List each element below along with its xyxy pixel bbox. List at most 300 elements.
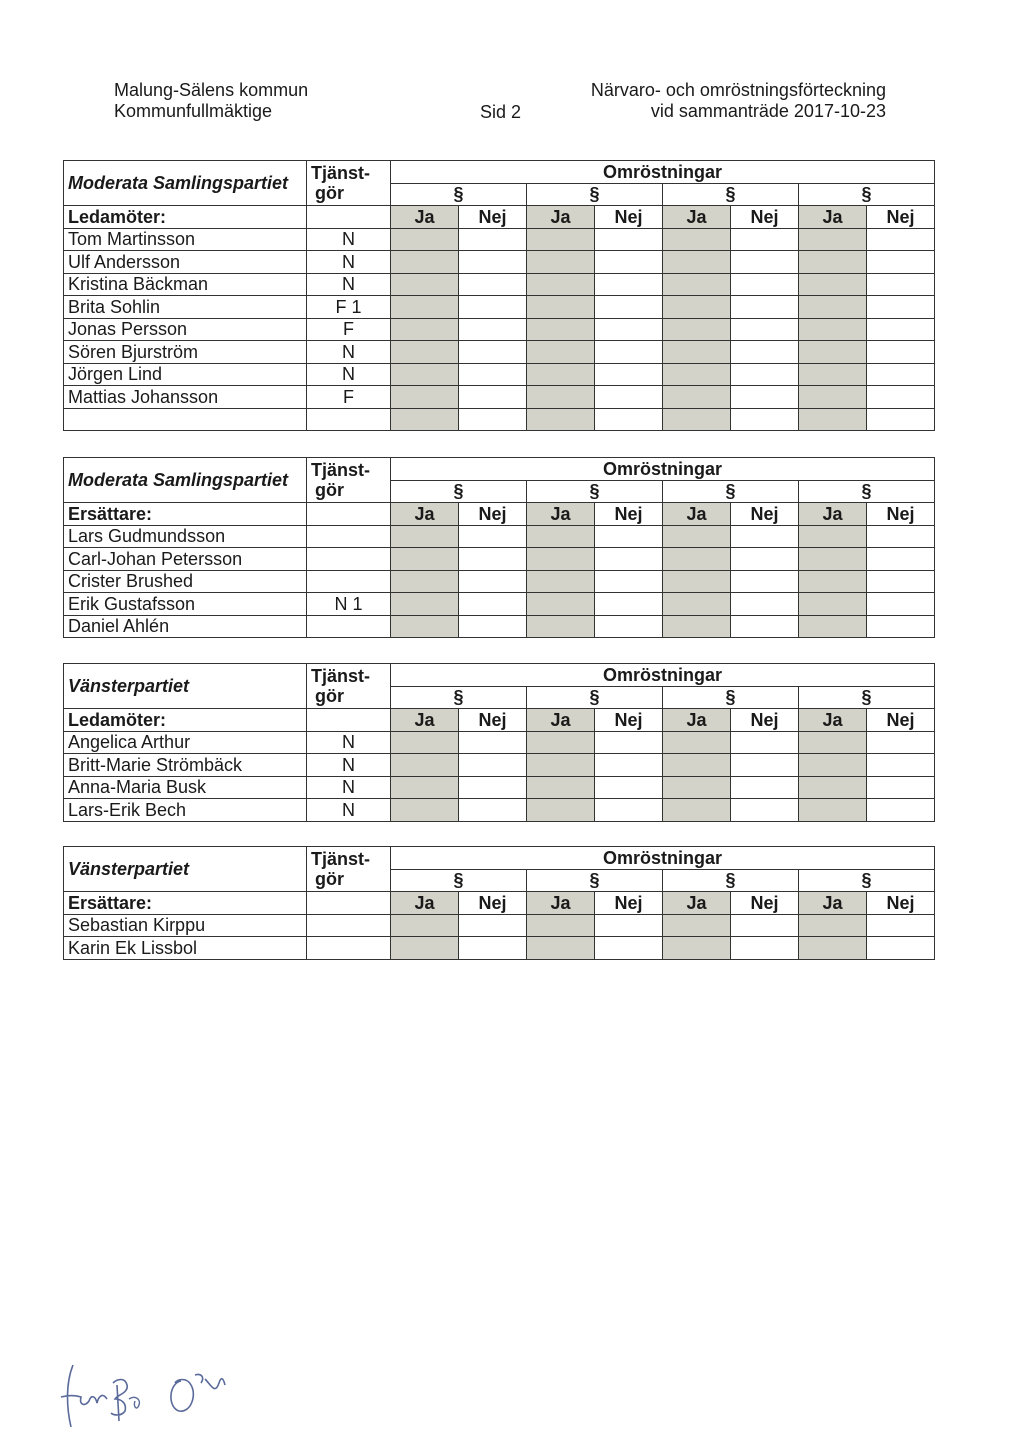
yes-vote-cell [527,914,595,937]
no-vote-cell [731,273,799,296]
yes-column-label: Ja [527,206,595,229]
section-sign: § [725,184,736,205]
table-header-row [64,664,935,687]
no-column-label: Nej [731,503,799,526]
service-status: N [307,776,391,799]
yes-vote-cell [527,341,595,364]
yes-column-label: Ja [391,503,459,526]
no-vote-cell [867,731,935,754]
no-vote-cell [867,914,935,937]
yes-vote-cell [799,296,867,319]
no-vote-cell [595,548,663,571]
yes-vote-cell [527,937,595,960]
yes-vote-cell [663,386,731,409]
service-header [307,664,391,709]
yes-vote-cell [391,251,459,274]
section-cell [663,869,799,892]
yes-vote-cell [799,593,867,616]
member-name: Mattias Johansson [64,386,307,409]
member-name: Lars-Erik Bech [64,799,307,822]
service-status [307,914,391,937]
vote-table [63,663,935,822]
meeting-date: vid sammanträde 2017-10-23 [650,101,886,121]
yes-vote-cell [391,408,459,431]
handwritten-initials-signature-icon [55,1355,275,1435]
votes-header: Omröstningar [391,664,935,687]
table-row [64,548,935,571]
no-vote-cell [867,318,935,341]
no-vote-cell [595,386,663,409]
section-sign: § [453,481,464,502]
no-vote-cell [595,341,663,364]
yes-vote-cell [663,228,731,251]
member-name: Ulf Andersson [64,251,307,274]
yes-vote-cell [663,937,731,960]
no-column-label: Nej [459,206,527,229]
yes-vote-cell [527,548,595,571]
section-cell [663,480,799,503]
yes-vote-cell [527,799,595,822]
section-cell [391,686,527,709]
no-vote-cell [867,525,935,548]
yes-vote-cell [799,525,867,548]
yes-vote-cell [527,386,595,409]
service-status: N [307,799,391,822]
section-cell [799,183,935,206]
yes-vote-cell [799,548,867,571]
service-header-line2: gör [315,869,344,889]
member-name: Crister Brushed [64,570,307,593]
no-vote-cell [459,731,527,754]
no-vote-cell [459,937,527,960]
service-status: N 1 [307,593,391,616]
council-name: Kommunfullmäktige [114,101,273,121]
yes-column-label: Ja [527,709,595,732]
yes-vote-cell [391,570,459,593]
yes-column-label: Ja [799,503,867,526]
service-header [307,458,391,503]
yes-vote-cell [799,776,867,799]
yes-vote-cell [663,525,731,548]
yes-vote-cell [799,251,867,274]
no-vote-cell [731,570,799,593]
yes-column-label: Ja [391,892,459,915]
table-row [64,341,935,364]
yes-vote-cell [527,570,595,593]
no-vote-cell [731,754,799,777]
votes-header: Omröstningar [391,458,935,481]
group-label: Ersättare: [64,503,307,526]
empty-cell [307,892,391,915]
table-row [64,593,935,616]
yes-vote-cell [391,731,459,754]
yes-vote-cell [391,386,459,409]
service-status [307,548,391,571]
yes-column-label: Ja [799,892,867,915]
section-sign: § [453,184,464,205]
service-header-line2: gör [315,183,344,203]
yes-column-label: Ja [663,709,731,732]
page-number: Sid 2 [480,102,522,122]
no-vote-cell [459,296,527,319]
yes-vote-cell [663,296,731,319]
group-label: Ledamöter: [64,206,307,229]
no-vote-cell [459,341,527,364]
section-cell [391,480,527,503]
no-vote-cell [595,914,663,937]
yes-vote-cell [527,754,595,777]
no-vote-cell [867,776,935,799]
yes-vote-cell [799,273,867,296]
table-row [64,914,935,937]
no-vote-cell [867,593,935,616]
no-column-label: Nej [595,892,663,915]
yes-column-label: Ja [663,206,731,229]
member-name: Jonas Persson [64,318,307,341]
no-vote-cell [731,593,799,616]
service-header-line1: Tjänst- [311,666,371,686]
no-column-label: Nej [595,709,663,732]
no-vote-cell [867,615,935,638]
service-header-line1: Tjänst- [311,460,371,480]
yes-vote-cell [527,615,595,638]
party-name: Moderata Samlingspartiet [64,458,307,503]
yes-vote-cell [799,731,867,754]
no-vote-cell [459,251,527,274]
no-column-label: Nej [595,206,663,229]
yes-vote-cell [527,251,595,274]
no-vote-cell [459,570,527,593]
no-vote-cell [867,754,935,777]
no-vote-cell [867,273,935,296]
no-column-label: Nej [731,709,799,732]
service-status: F [307,386,391,409]
no-vote-cell [867,548,935,571]
no-vote-cell [867,408,935,431]
no-vote-cell [731,341,799,364]
header-right [580,80,886,122]
member-name [64,408,307,431]
no-vote-cell [595,937,663,960]
section-cell [663,686,799,709]
no-vote-cell [595,754,663,777]
no-vote-cell [731,386,799,409]
table-row [64,570,935,593]
yes-vote-cell [663,914,731,937]
no-vote-cell [867,570,935,593]
yes-vote-cell [799,799,867,822]
yes-vote-cell [391,593,459,616]
votes-header: Omröstningar [391,847,935,870]
service-status [307,525,391,548]
table-row [64,251,935,274]
no-vote-cell [731,318,799,341]
table-row [64,318,935,341]
no-vote-cell [867,937,935,960]
no-vote-cell [595,251,663,274]
yes-vote-cell [799,386,867,409]
no-column-label: Nej [867,892,935,915]
service-status: N [307,754,391,777]
no-vote-cell [595,273,663,296]
table-row [64,386,935,409]
service-status: F [307,318,391,341]
section-sign: § [589,184,600,205]
yes-vote-cell [527,525,595,548]
no-vote-cell [731,408,799,431]
service-status: N [307,251,391,274]
yes-vote-cell [391,548,459,571]
yes-vote-cell [663,754,731,777]
member-name: Sebastian Kirppu [64,914,307,937]
no-column-label: Nej [867,206,935,229]
service-header-line1: Tjänst- [311,163,371,183]
section-sign: § [589,870,600,891]
document-title: Närvaro- och omröstningsförteckning [590,80,886,100]
no-vote-cell [459,525,527,548]
no-vote-cell [731,615,799,638]
section-cell [527,183,663,206]
yes-column-label: Ja [799,206,867,229]
yes-vote-cell [391,341,459,364]
no-vote-cell [731,251,799,274]
yes-vote-cell [527,363,595,386]
service-status: N [307,363,391,386]
table-header-row [64,458,935,481]
no-vote-cell [867,228,935,251]
yes-column-label: Ja [527,892,595,915]
section-cell [663,183,799,206]
yes-vote-cell [663,341,731,364]
yes-vote-cell [391,914,459,937]
service-status [307,937,391,960]
member-name: Tom Martinsson [64,228,307,251]
no-vote-cell [595,570,663,593]
no-vote-cell [731,937,799,960]
yes-column-label: Ja [663,503,731,526]
yes-vote-cell [663,593,731,616]
no-vote-cell [595,615,663,638]
yes-vote-cell [391,296,459,319]
service-header [307,847,391,892]
vote-label-row [64,892,935,915]
header-left [114,80,308,122]
no-vote-cell [595,228,663,251]
section-cell [799,480,935,503]
no-column-label: Nej [595,503,663,526]
municipality-name: Malung-Sälens kommun [114,80,309,100]
service-status: N [307,731,391,754]
no-vote-cell [595,799,663,822]
section-sign: § [725,687,736,708]
table-row [64,525,935,548]
yes-vote-cell [663,273,731,296]
yes-vote-cell [391,799,459,822]
yes-vote-cell [663,570,731,593]
no-column-label: Nej [867,709,935,732]
yes-vote-cell [663,776,731,799]
yes-column-label: Ja [391,206,459,229]
table-row [64,615,935,638]
no-vote-cell [459,363,527,386]
no-vote-cell [731,525,799,548]
section-sign: § [861,687,872,708]
table-row [64,273,935,296]
group-label: Ledamöter: [64,709,307,732]
no-vote-cell [595,776,663,799]
no-vote-cell [731,799,799,822]
no-vote-cell [459,615,527,638]
yes-vote-cell [663,251,731,274]
member-name: Sören Bjurström [64,341,307,364]
no-vote-cell [595,318,663,341]
yes-vote-cell [663,548,731,571]
yes-vote-cell [527,731,595,754]
no-vote-cell [867,799,935,822]
member-name: Karin Ek Lissbol [64,937,307,960]
no-vote-cell [459,593,527,616]
vote-table [63,160,935,431]
table-row [64,408,935,431]
member-name: Angelica Arthur [64,731,307,754]
yes-vote-cell [799,318,867,341]
member-name: Brita Sohlin [64,296,307,319]
member-name: Kristina Bäckman [64,273,307,296]
group-label: Ersättare: [64,892,307,915]
table-row [64,228,935,251]
service-status: N [307,341,391,364]
section-sign: § [725,481,736,502]
service-status [307,408,391,431]
no-vote-cell [459,548,527,571]
vote-label-row [64,503,935,526]
party-name: Vänsterpartiet [64,664,307,709]
yes-vote-cell [527,408,595,431]
no-column-label: Nej [731,892,799,915]
yes-vote-cell [527,273,595,296]
no-vote-cell [459,754,527,777]
no-vote-cell [459,799,527,822]
section-cell [799,869,935,892]
yes-vote-cell [799,937,867,960]
votes-header: Omröstningar [391,161,935,184]
yes-vote-cell [799,754,867,777]
yes-vote-cell [663,363,731,386]
member-name: Erik Gustafsson [64,593,307,616]
member-name: Carl-Johan Petersson [64,548,307,571]
yes-column-label: Ja [663,892,731,915]
yes-vote-cell [663,799,731,822]
no-vote-cell [459,386,527,409]
no-vote-cell [459,273,527,296]
no-column-label: Nej [459,709,527,732]
service-status: N [307,273,391,296]
yes-vote-cell [391,363,459,386]
table-header-row [64,161,935,184]
vote-table [63,846,935,960]
no-vote-cell [459,228,527,251]
table-row [64,776,935,799]
yes-vote-cell [391,615,459,638]
yes-column-label: Ja [391,709,459,732]
vote-table [63,457,935,638]
yes-vote-cell [391,273,459,296]
empty-cell [307,503,391,526]
section-sign: § [589,481,600,502]
section-cell [527,686,663,709]
service-status: F 1 [307,296,391,319]
yes-vote-cell [663,615,731,638]
yes-vote-cell [391,228,459,251]
no-vote-cell [867,296,935,319]
yes-vote-cell [799,914,867,937]
yes-column-label: Ja [527,503,595,526]
yes-vote-cell [799,341,867,364]
no-vote-cell [867,341,935,364]
section-sign: § [453,687,464,708]
service-status [307,570,391,593]
yes-vote-cell [391,318,459,341]
no-vote-cell [459,914,527,937]
member-name: Lars Gudmundsson [64,525,307,548]
no-vote-cell [459,318,527,341]
member-name: Britt-Marie Strömbäck [64,754,307,777]
table-row [64,296,935,319]
no-vote-cell [459,408,527,431]
no-vote-cell [731,776,799,799]
section-sign: § [861,481,872,502]
member-name: Anna-Maria Busk [64,776,307,799]
table-row [64,799,935,822]
table-header-row [64,847,935,870]
service-header-line2: gör [315,480,344,500]
no-vote-cell [595,731,663,754]
section-cell [391,183,527,206]
yes-column-label: Ja [799,709,867,732]
no-vote-cell [867,363,935,386]
yes-vote-cell [527,318,595,341]
yes-vote-cell [799,363,867,386]
no-vote-cell [867,386,935,409]
no-vote-cell [595,525,663,548]
no-vote-cell [731,731,799,754]
yes-vote-cell [799,408,867,431]
member-name: Daniel Ahlén [64,615,307,638]
table-row [64,937,935,960]
section-sign: § [589,687,600,708]
yes-vote-cell [663,408,731,431]
yes-vote-cell [799,570,867,593]
empty-cell [307,206,391,229]
no-column-label: Nej [459,892,527,915]
section-sign: § [453,870,464,891]
no-vote-cell [595,296,663,319]
yes-vote-cell [527,776,595,799]
section-cell [527,869,663,892]
table-row [64,363,935,386]
no-vote-cell [595,363,663,386]
yes-vote-cell [391,776,459,799]
section-sign: § [861,184,872,205]
section-sign: § [725,870,736,891]
no-vote-cell [459,776,527,799]
yes-vote-cell [391,754,459,777]
no-column-label: Nej [731,206,799,229]
yes-vote-cell [799,615,867,638]
party-name: Moderata Samlingspartiet [64,161,307,206]
section-cell [391,869,527,892]
no-column-label: Nej [459,503,527,526]
